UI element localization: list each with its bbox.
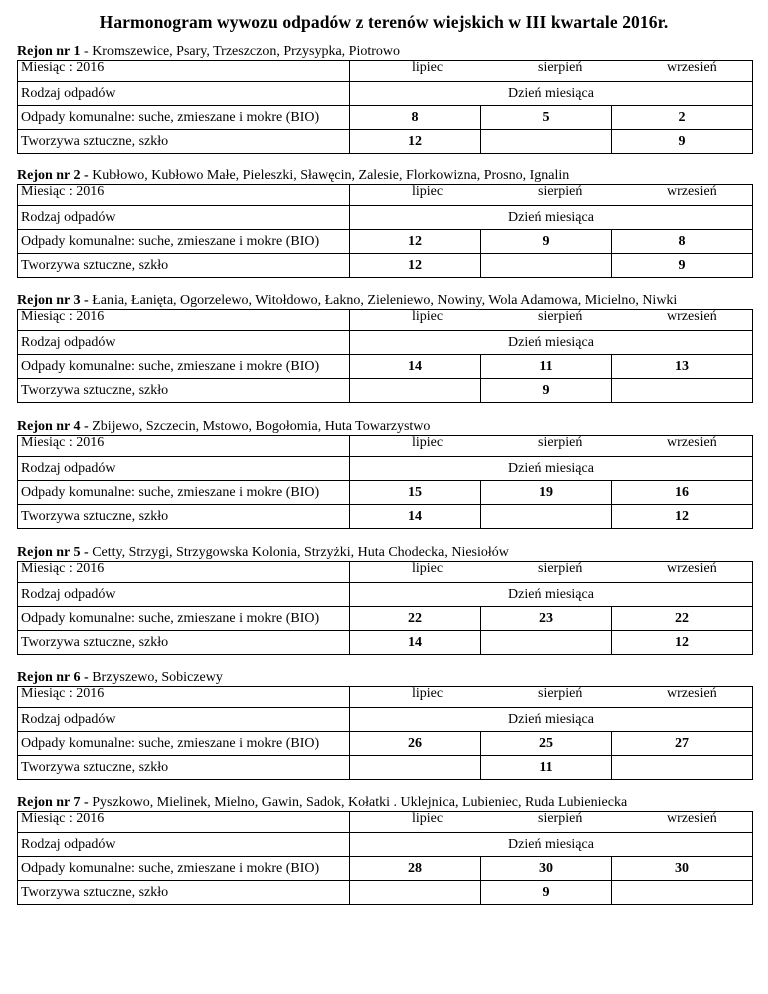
month-july: lipiec — [412, 811, 444, 826]
municipal-july: 15 — [350, 481, 481, 505]
day-of-month-header: Dzień miesiąca — [350, 583, 753, 607]
region-places: - Kromszewice, Psary, Trzeszczon, Przysypka, Piotrowo — [80, 44, 401, 59]
day-of-month-header: Dzień miesiąca — [350, 331, 753, 355]
month-row — [18, 687, 753, 708]
plastics-label: Tworzywa sztuczne, szkło — [18, 631, 350, 655]
region-block — [17, 44, 752, 154]
month-row — [18, 562, 753, 583]
table-row — [18, 481, 753, 505]
municipal-august: 5 — [481, 106, 612, 130]
plastics-july: 12 — [350, 254, 481, 278]
region-title — [17, 670, 752, 686]
region-label: Rejon nr 7 - — [17, 795, 89, 810]
table-row — [18, 106, 753, 130]
region-places: Zbijewo, Szczecin, Mstowo, Bogołomia, Huta Towarzystwo — [88, 419, 431, 434]
plastics-august — [481, 505, 612, 529]
plastics-september: 9 — [612, 130, 753, 154]
month-label: Miesiąc : 2016 — [18, 61, 350, 82]
header-row — [18, 331, 753, 355]
plastics-september — [612, 881, 753, 905]
region-block — [17, 795, 752, 905]
plastics-august — [481, 631, 612, 655]
region-places: Kubłowo, Kubłowo Małe, Pieleszki, Sławęcin, Zalesie, Florkowizna, Prosno, Ignalin — [88, 168, 570, 183]
schedule-table — [17, 686, 753, 780]
header-row — [18, 206, 753, 230]
plastics-september — [612, 756, 753, 780]
municipal-august: 23 — [481, 607, 612, 631]
month-august: sierpień — [538, 184, 583, 199]
plastics-label: Tworzywa sztuczne, szkło — [18, 756, 350, 780]
plastics-september: 12 — [612, 631, 753, 655]
month-august: sierpień — [538, 309, 583, 324]
region-label: Rejon nr 4 - — [17, 419, 89, 434]
waste-type-header: Rodzaj odpadów — [18, 708, 350, 732]
region-places: Brzyszewo, Sobiczewy — [88, 670, 223, 685]
day-of-month-header: Dzień miesiąca — [350, 82, 753, 106]
waste-type-header: Rodzaj odpadów — [18, 331, 350, 355]
municipal-september: 16 — [612, 481, 753, 505]
municipal-august: 9 — [481, 230, 612, 254]
schedule-table — [17, 561, 753, 655]
month-august: sierpień — [538, 561, 583, 576]
month-september: wrzesień — [667, 184, 717, 199]
plastics-july: 12 — [350, 130, 481, 154]
region-label: Rejon nr 5 - — [17, 545, 89, 560]
table-row — [18, 857, 753, 881]
month-september: wrzesień — [667, 686, 717, 701]
day-of-month-header: Dzień miesiąca — [350, 206, 753, 230]
plastics-july: 14 — [350, 631, 481, 655]
region-block — [17, 670, 752, 780]
schedule-table — [17, 435, 753, 529]
month-label: Miesiąc : 2016 — [18, 436, 350, 457]
municipal-label: Odpady komunalne: suche, zmieszane i mokre (BIO) — [18, 857, 350, 881]
region-title — [17, 44, 752, 60]
schedule-table — [17, 184, 753, 278]
plastics-label: Tworzywa sztuczne, szkło — [18, 505, 350, 529]
header-row — [18, 833, 753, 857]
month-july: lipiec — [412, 435, 444, 450]
month-august: sierpień — [538, 60, 583, 75]
municipal-september: 8 — [612, 230, 753, 254]
month-august: sierpień — [538, 811, 583, 826]
region-places: Cetty, Strzygi, Strzygowska Kolonia, Strzyżki, Huta Chodecka, Niesiołów — [88, 545, 509, 560]
waste-type-header: Rodzaj odpadów — [18, 206, 350, 230]
municipal-july: 22 — [350, 607, 481, 631]
table-row — [18, 607, 753, 631]
table-row — [18, 379, 753, 403]
plastics-september: 12 — [612, 505, 753, 529]
month-july: lipiec — [412, 686, 444, 701]
municipal-september: 2 — [612, 106, 753, 130]
municipal-september: 22 — [612, 607, 753, 631]
table-row — [18, 631, 753, 655]
month-header-cell — [350, 61, 753, 82]
waste-type-header: Rodzaj odpadów — [18, 833, 350, 857]
month-september: wrzesień — [667, 309, 717, 324]
month-header-cell — [350, 310, 753, 331]
municipal-label: Odpady komunalne: suche, zmieszane i mokre (BIO) — [18, 607, 350, 631]
municipal-label: Odpady komunalne: suche, zmieszane i mokre (BIO) — [18, 355, 350, 379]
month-september: wrzesień — [667, 811, 717, 826]
plastics-label: Tworzywa sztuczne, szkło — [18, 881, 350, 905]
municipal-july: 12 — [350, 230, 481, 254]
month-label: Miesiąc : 2016 — [18, 562, 350, 583]
region-places: Pyszkowo, Mielinek, Mielno, Gawin, Sadok, Kołatki . Uklejnica, Lubieniec, Ruda Lubieniecka — [88, 795, 628, 810]
plastics-august: 9 — [481, 379, 612, 403]
month-label: Miesiąc : 2016 — [18, 812, 350, 833]
region-title — [17, 293, 752, 309]
schedule-table — [17, 811, 753, 905]
table-row — [18, 756, 753, 780]
table-row — [18, 254, 753, 278]
region-label: Rejon nr 6 - — [17, 670, 89, 685]
municipal-september: 27 — [612, 732, 753, 756]
day-of-month-header: Dzień miesiąca — [350, 708, 753, 732]
table-row — [18, 230, 753, 254]
month-row — [18, 436, 753, 457]
plastics-july — [350, 756, 481, 780]
plastics-august — [481, 130, 612, 154]
plastics-september — [612, 379, 753, 403]
region-block — [17, 419, 752, 529]
plastics-august — [481, 254, 612, 278]
table-row — [18, 355, 753, 379]
month-july: lipiec — [412, 184, 444, 199]
month-label: Miesiąc : 2016 — [18, 687, 350, 708]
month-september: wrzesień — [667, 60, 717, 75]
month-august: sierpień — [538, 435, 583, 450]
month-header-cell — [350, 562, 753, 583]
month-label: Miesiąc : 2016 — [18, 310, 350, 331]
schedule-table — [17, 309, 753, 403]
municipal-august: 25 — [481, 732, 612, 756]
plastics-label: Tworzywa sztuczne, szkło — [18, 130, 350, 154]
header-row — [18, 82, 753, 106]
month-header-cell — [350, 185, 753, 206]
region-title — [17, 419, 752, 435]
table-row — [18, 732, 753, 756]
plastics-august: 9 — [481, 881, 612, 905]
month-header-cell — [350, 436, 753, 457]
month-row — [18, 812, 753, 833]
month-header-cell — [350, 812, 753, 833]
region-title — [17, 168, 752, 184]
region-block — [17, 293, 752, 403]
region-places: Łania, Łanięta, Ogorzelewo, Witołdowo, Łakno, Zieleniewo, Nowiny, Wola Adamowa, Micielno, Niwki — [88, 293, 678, 308]
month-header-cell — [350, 687, 753, 708]
month-september: wrzesień — [667, 561, 717, 576]
table-row — [18, 505, 753, 529]
plastics-september: 9 — [612, 254, 753, 278]
municipal-label: Odpady komunalne: suche, zmieszane i mokre (BIO) — [18, 732, 350, 756]
month-august: sierpień — [538, 686, 583, 701]
day-of-month-header: Dzień miesiąca — [350, 457, 753, 481]
waste-type-header: Rodzaj odpadów — [18, 583, 350, 607]
month-row — [18, 185, 753, 206]
municipal-july: 28 — [350, 857, 481, 881]
municipal-august: 19 — [481, 481, 612, 505]
table-row — [18, 130, 753, 154]
table-row — [18, 881, 753, 905]
municipal-july: 14 — [350, 355, 481, 379]
plastics-july: 14 — [350, 505, 481, 529]
waste-type-header: Rodzaj odpadów — [18, 457, 350, 481]
region-block — [17, 545, 752, 655]
municipal-september: 30 — [612, 857, 753, 881]
day-of-month-header: Dzień miesiąca — [350, 833, 753, 857]
region-label: Rejon nr 1 — [17, 44, 81, 59]
region-label: Rejon nr 2 - — [17, 168, 89, 183]
region-title — [17, 545, 752, 561]
month-label: Miesiąc : 2016 — [18, 185, 350, 206]
municipal-label: Odpady komunalne: suche, zmieszane i mokre (BIO) — [18, 230, 350, 254]
municipal-label: Odpady komunalne: suche, zmieszane i mokre (BIO) — [18, 106, 350, 130]
municipal-label: Odpady komunalne: suche, zmieszane i mokre (BIO) — [18, 481, 350, 505]
region-title — [17, 795, 752, 811]
header-row — [18, 457, 753, 481]
month-september: wrzesień — [667, 435, 717, 450]
region-label: Rejon nr 3 - — [17, 293, 89, 308]
municipal-july: 26 — [350, 732, 481, 756]
plastics-label: Tworzywa sztuczne, szkło — [18, 379, 350, 403]
plastics-august: 11 — [481, 756, 612, 780]
page-title: Harmonogram wywozu odpadów z terenów wiejskich w III kwartale 2016r. — [99, 12, 669, 32]
month-july: lipiec — [412, 60, 444, 75]
month-july: lipiec — [412, 561, 444, 576]
plastics-july — [350, 379, 481, 403]
month-row — [18, 310, 753, 331]
header-row — [18, 708, 753, 732]
schedule-table — [17, 60, 753, 154]
municipal-september: 13 — [612, 355, 753, 379]
month-july: lipiec — [412, 309, 444, 324]
plastics-label: Tworzywa sztuczne, szkło — [18, 254, 350, 278]
municipal-july: 8 — [350, 106, 481, 130]
header-row — [18, 583, 753, 607]
municipal-august: 11 — [481, 355, 612, 379]
month-row — [18, 61, 753, 82]
municipal-august: 30 — [481, 857, 612, 881]
plastics-july — [350, 881, 481, 905]
region-block — [17, 168, 752, 278]
waste-type-header: Rodzaj odpadów — [18, 82, 350, 106]
